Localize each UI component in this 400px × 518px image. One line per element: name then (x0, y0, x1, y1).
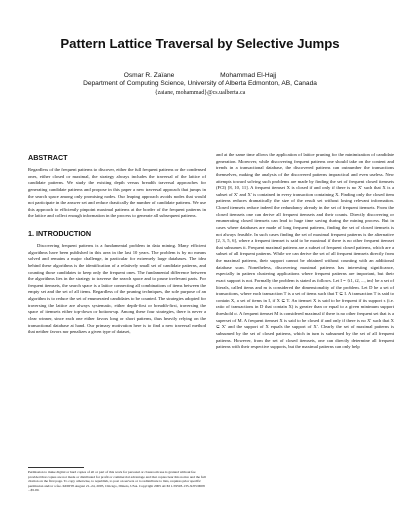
introduction-heading: 1. INTRODUCTION (28, 229, 92, 238)
body-paragraph: and at the same time allows the application of lattice pruning for the minimization of candidate generation. Moreover, while discovering frequent patterns one should take on the content and trends in a transactional database, the discovered patterns can outnumber the transactions themselves, making the analysis of the discovered patterns impractical and even useless. New attempts toward solving such problems are made by finding the set of frequent closed itemsets (FCI) [8, 10, 11]. A frequent itemset X is closed if and only if there is no X′ such that X is a subset of X′ and X′ is contained in every transaction containing X. Finding only the closed item patterns reduces dramatically the size of the result set without losing relevant information. Closed itemsets reduce indeed the redundancy already in the set of frequent itemsets. From the closed itemsets one can derive all frequent itemsets and their counts. Directly discovering or enumerating closed itemsets can lead to huge time saving during the mining process. But in cases where databases are made of long frequent patterns, finding the set of closed itemsets is not always feasible. In such cases finding the set of maximal frequent patterns is the alternative [2, 3, 5, 6], where a frequent itemset is said to be maximal if there is no other frequent itemset that subsumes it. Frequent maximal patterns are a subset of frequent closed patterns, which are a subset of all frequent patterns. While we can derive the set of all frequent itemsets directly from the maximal patterns, their support cannot be obtained without counting with an additional database scan. Nonetheless, discovering maximal patterns has interesting significance, especially in pattern clustering applications where frequent patterns are important, but their exact support is not. Formally the problem is stated as follows. Let I = {i1, i2, ..., im} be a set of literals, called items and m is considered the dimensionality of the problem. Let D be a set of transactions, where each transaction T is a set of items such that T ⊆ I. A transaction T is said to contain X, a set of items in I, if X ⊆ T. An itemset X is said to be frequent if its support s (i.e. ratio of transactions in D that contain X) is greater than or equal to a given minimum support threshold σ. A frequent itemset M is considered maximal if there is no other frequent set that is a superset of M. A frequent itemset X is said to be closed if and only if there is no X′ such that X ⊆ X′ and the support of X equals the support of X′. Clearly the set of maximal patterns is subsumed by the set of closed patterns, which in turn is subsumed by the set of all frequent patterns. However, from the set of closed itemsets, one can directly determine all frequent patterns with their respective supports, but the maximal patterns can only help (216, 152, 394, 350)
paper-title: Pattern Lattice Traversal by Selective Jumps (60, 36, 340, 51)
footnote-rule (28, 467, 84, 468)
right-column (216, 152, 394, 351)
left-column (28, 154, 206, 336)
copyright-footnote: Permission to make digital or hard copies of all or part of this work for personal or classroom use is granted without fee provided that copies are not made or distributed for profit or commercial advantage and that copies bear this notice and the full citation on the first page. To copy otherwise, to republish, to post on servers or to redistribute to lists, requires prior specific permission and/or a fee. KDD'05 August 21–24, 2005, Chicago, Illinois, USA. Copyright 2005 ACM 1-59593-135-X/05/0008 ...$5.00. (28, 470, 206, 492)
author-name: Mohammad El-Hajj (220, 72, 277, 79)
abstract-heading: ABSTRACT (28, 153, 68, 162)
author-emails: {zaiane, mohammad}@cs.ualberta.ca (154, 89, 246, 96)
author-names (0, 72, 400, 80)
abstract-text: Regardless of the frequent patterns to discover, either the full frequent patterns or the condensed ones, either closed or maximal, the strategy always includes the traversal of the lattice of candidate patterns. We study the existing depth versus breadth traversal approaches for generating candidate patterns and propose in this paper a new traversal approach that jumps in the search space among only promising nodes. Our leaping approach avoids nodes that would not participate in the answer set and reduce drastically the number of candidate patterns. We use this approach to efficiently pinpoint maximal patterns at the border of the frequent patterns in the lattice and collect enough information in the process to generate all subsequent patterns. (28, 167, 206, 219)
affiliation: Department of Computing Science, University of Alberta Edmonton, AB, Canada (83, 80, 317, 88)
author-block (0, 72, 400, 97)
author-name: Osmar R. Zaïane (123, 72, 175, 79)
introduction-paragraph: Discovering frequent patterns is a fundamental problem in data mining. Many efficient algorithms have been published in this area in the last 10 years. The problem is by no means solved and remains a major challenge, in particular for extremely large databases. The idea behind these algorithms is the identification of a relatively small set of candidate patterns, and counting those candidates to keep only the frequent ones. The fundamental difference between the algorithms lies in the strategy to traverse the search space and to prune irrelevant parts. For frequent itemsets, the search space is a lattice connecting all combinations of items between the empty set and the set of all items. Regardless of the pruning techniques, the sole purpose of an algorithm is to reduce the set of enumerated candidates to be counted. The strategies adopted for traversing the lattice are always systematic, either depth-first or breadth-first, traversing the space of itemsets either top-down or bottom-up. Among these four strategies, there is never a clear winner, since each one either favors long or short patterns, thus heavily relying on the transactional database at hand. Our primary motivation here is to find a new traversal method that neither favors nor penalizes a given type of dataset, (28, 243, 206, 335)
